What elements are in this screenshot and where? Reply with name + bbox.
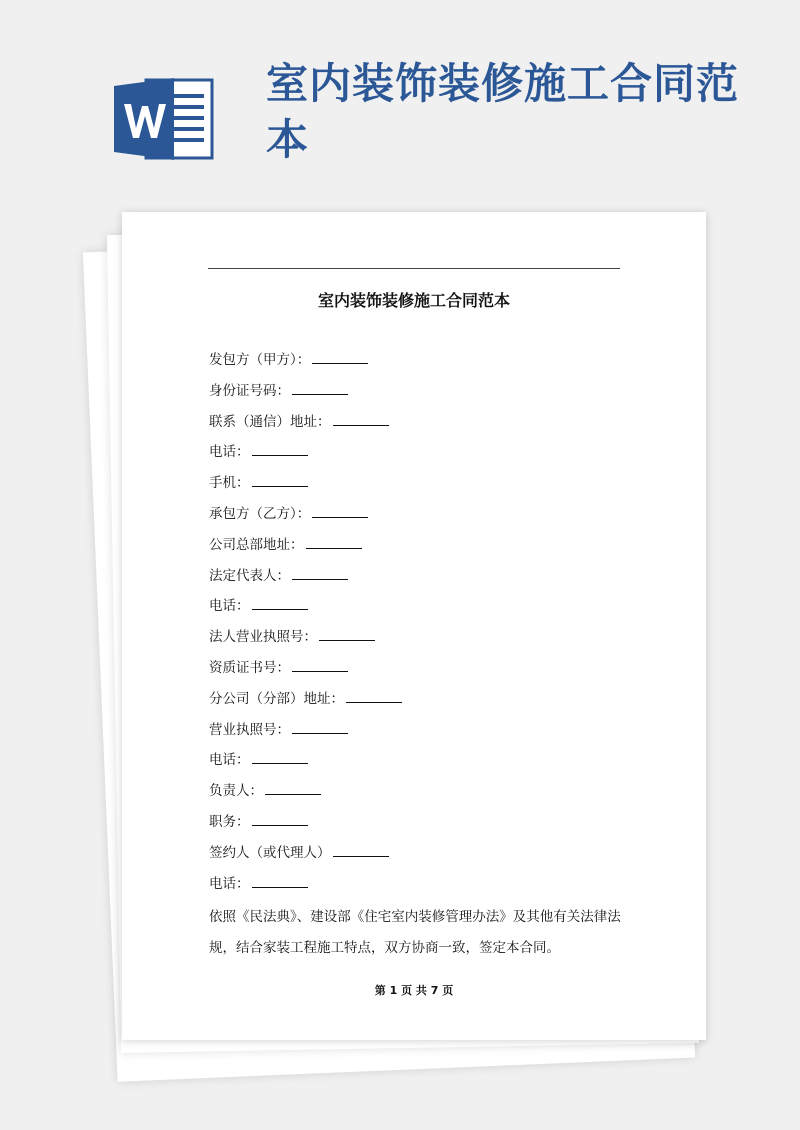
field-label: 法人营业执照号： bbox=[209, 629, 317, 646]
header-rule bbox=[208, 268, 620, 269]
field-label: 资质证书号： bbox=[209, 659, 290, 676]
page-number: 第 1 页 共 7 页 bbox=[374, 984, 454, 997]
field-line bbox=[209, 535, 639, 566]
field-label: 电话： bbox=[209, 752, 250, 769]
field-label: 负责人： bbox=[209, 783, 263, 800]
field-blank bbox=[252, 442, 308, 456]
field-blank bbox=[312, 504, 368, 518]
field-line bbox=[209, 658, 639, 689]
field-line bbox=[209, 781, 639, 812]
field-line bbox=[209, 627, 639, 658]
document-page bbox=[122, 212, 706, 1040]
field-line bbox=[209, 720, 639, 751]
field-line bbox=[209, 843, 639, 874]
field-blank bbox=[265, 781, 321, 795]
field-blank bbox=[333, 412, 389, 426]
header-title: 室内装饰装修施工合同范本 bbox=[266, 59, 740, 164]
field-blank bbox=[312, 350, 368, 364]
field-line bbox=[209, 381, 639, 412]
field-line bbox=[209, 750, 639, 781]
field-blank bbox=[252, 874, 308, 888]
field-label: 分公司（分部）地址： bbox=[209, 690, 344, 707]
field-blank bbox=[292, 566, 348, 580]
field-blank bbox=[292, 658, 348, 672]
field-line bbox=[209, 473, 639, 504]
field-label: 电话： bbox=[209, 444, 250, 461]
field-blank bbox=[292, 720, 348, 734]
field-blank bbox=[252, 812, 308, 826]
field-blank bbox=[319, 627, 375, 641]
field-blank bbox=[346, 689, 402, 703]
field-label: 身份证号码： bbox=[209, 382, 290, 399]
field-label: 发包方（甲方）： bbox=[209, 352, 311, 368]
word-icon bbox=[112, 76, 216, 162]
field-line bbox=[209, 812, 639, 843]
field-label: 公司总部地址： bbox=[209, 536, 304, 553]
field-label: 签约人（或代理人） bbox=[209, 844, 331, 861]
field-line bbox=[209, 504, 639, 535]
field-line bbox=[209, 689, 639, 720]
field-label: 手机： bbox=[209, 475, 250, 492]
field-blank bbox=[252, 473, 308, 487]
field-label: 联系（通信）地址： bbox=[209, 413, 331, 430]
field-line bbox=[209, 350, 639, 381]
field-label: 营业执照号： bbox=[209, 721, 290, 738]
field-blank bbox=[252, 750, 308, 764]
field-line bbox=[209, 566, 639, 597]
field-line bbox=[209, 442, 639, 473]
field-blank bbox=[292, 381, 348, 395]
field-line bbox=[209, 874, 639, 905]
field-line bbox=[209, 596, 639, 627]
field-line bbox=[209, 412, 639, 443]
field-blank bbox=[306, 535, 362, 549]
document-title: 室内装饰装修施工合同范本 bbox=[317, 291, 510, 310]
contract-fields bbox=[209, 350, 639, 904]
contract-paragraph: 依照《民法典》、建设部《住宅室内装修管理办法》及其他有关法律法规，结合家装工程施工特点，双方协商一致，签定本合同。 bbox=[209, 909, 621, 956]
field-blank bbox=[252, 596, 308, 610]
field-label: 法定代表人： bbox=[209, 567, 290, 584]
field-label: 电话： bbox=[209, 875, 250, 892]
field-label: 电话： bbox=[209, 598, 250, 615]
field-label: 职务： bbox=[209, 813, 250, 830]
field-blank bbox=[333, 843, 389, 857]
field-label: 承包方（乙方）： bbox=[209, 505, 311, 522]
